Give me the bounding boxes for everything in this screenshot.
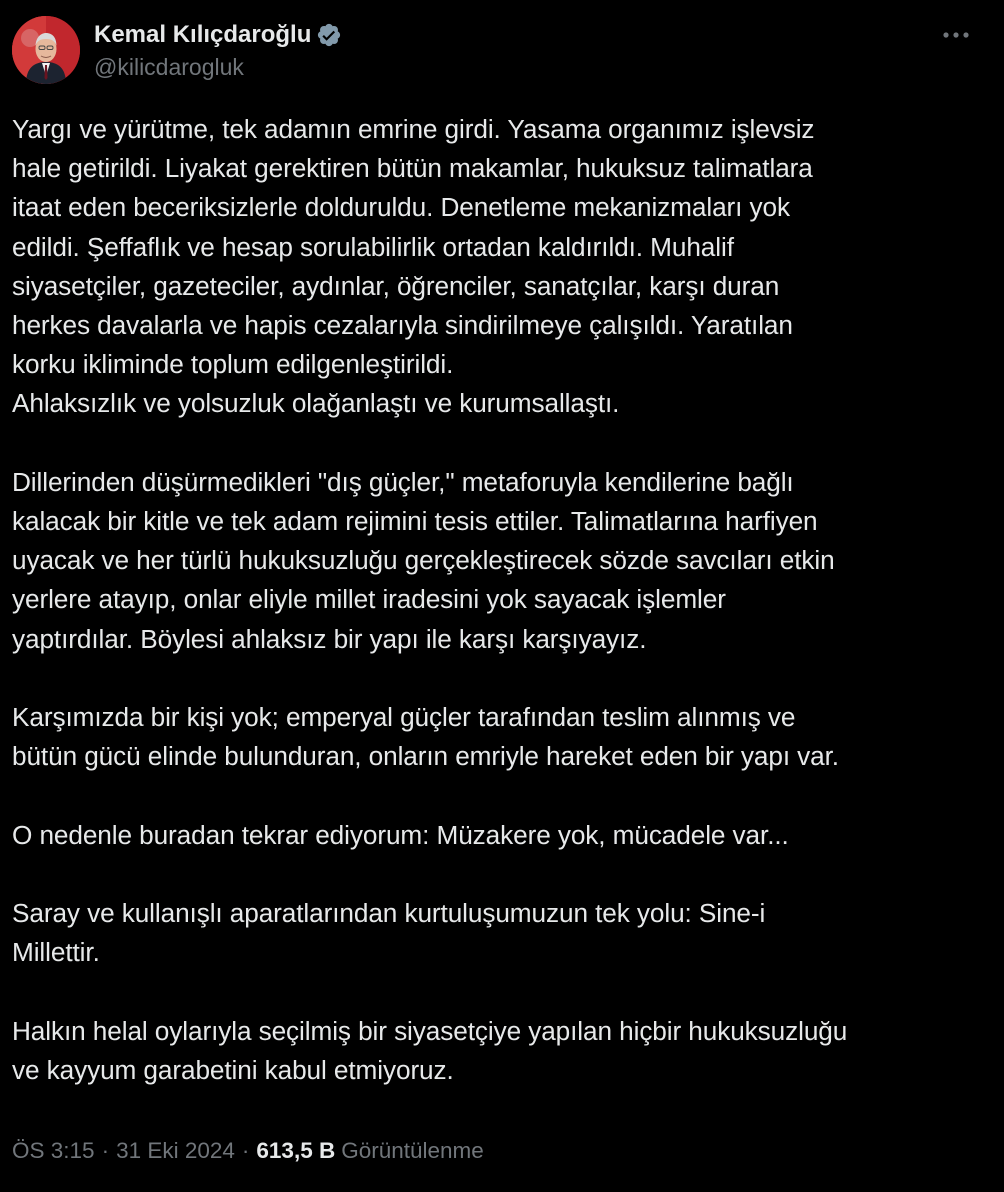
tweet-paragraph: Karşımızda bir kişi yok; emperyal güçler tarafından teslim alınmış ve bütün gücü elinde bulunduran, onların emriyle hareket eden bir yapı var. — [12, 702, 839, 772]
views-count: 613,5 B — [256, 1138, 336, 1163]
tweet-time[interactable]: ÖS 3:15 — [12, 1138, 95, 1163]
meta-separator: · — [241, 1138, 250, 1163]
avatar[interactable] — [12, 16, 80, 84]
meta-separator: · — [101, 1138, 110, 1163]
tweet-paragraph: Saray ve kullanışlı aparatlarından kurtuluşumuzun tek yolu: Sine-i Millettir. — [12, 898, 766, 968]
author-handle[interactable]: @kilicdarogluk — [94, 54, 244, 80]
more-horizontal-icon — [942, 31, 970, 39]
tweet-paragraph: Yargı ve yürütme, tek adamın emrine girdi. Yasama organımız işlevsiz hale getirildi. Liyakat gerektiren bütün makamlar, hukuksuz talimatlara itaat eden beceriksizlerle dolduruldu. Denetleme mekanizmaları yok edildi. Şeffaflık ve hesap sorulabilirlik ortadan kaldırıldı. Muhalif siyasetçiler, gazeteciler, aydınlar, öğrenciler, sanatçılar, karşı duran herkes davalarla ve hapis cezalarıyla sindirilmeye çalışıldı. Yaratılan korku ikliminde toplum edilgenleştirildi. Ahlaksızlık ve yolsuzluk olağanlaştı ve kurumsallaştı. — [12, 114, 815, 419]
more-options-button[interactable] — [938, 20, 974, 50]
views-label: Görüntülenme — [341, 1138, 484, 1163]
tweet-paragraph: Dillerinden düşürmedikleri "dış güçler," metaforuyla kendilerine bağlı kalacak bir kitle ve tek adam rejimini tesis ettiler. Talimatlarına harfiyen uyacak ve her türlü hukuksuzluğu gerçekleştirecek sözde savcıları etkin yerlere atayıp, onlar eliyle millet iradesini yok sayacak işlemler yaptırdılar. Böylesi ahlaksız bir yapı ile karşı karşıyayız. — [12, 466, 835, 654]
tweet-paragraph: O nedenle buradan tekrar ediyorum: Müzakere yok, mücadele var... — [12, 819, 789, 850]
verified-badge-icon[interactable] — [316, 22, 342, 48]
name-row — [94, 18, 342, 52]
tweet-meta — [12, 1138, 484, 1164]
tweet-paragraph: Halkın helal oylarıyla seçilmiş bir siyasetçiye yapılan hiçbir hukuksuzluğu ve kayyum garabetini kabul etmiyoruz. — [12, 1015, 848, 1085]
tweet-date[interactable]: 31 Eki 2024 — [116, 1138, 235, 1163]
avatar-image — [12, 16, 80, 84]
tweet-header — [12, 16, 992, 88]
author-names — [94, 18, 342, 81]
author-display-name[interactable]: Kemal Kılıçdaroğlu — [94, 21, 312, 48]
tweet-text — [12, 110, 987, 1129]
